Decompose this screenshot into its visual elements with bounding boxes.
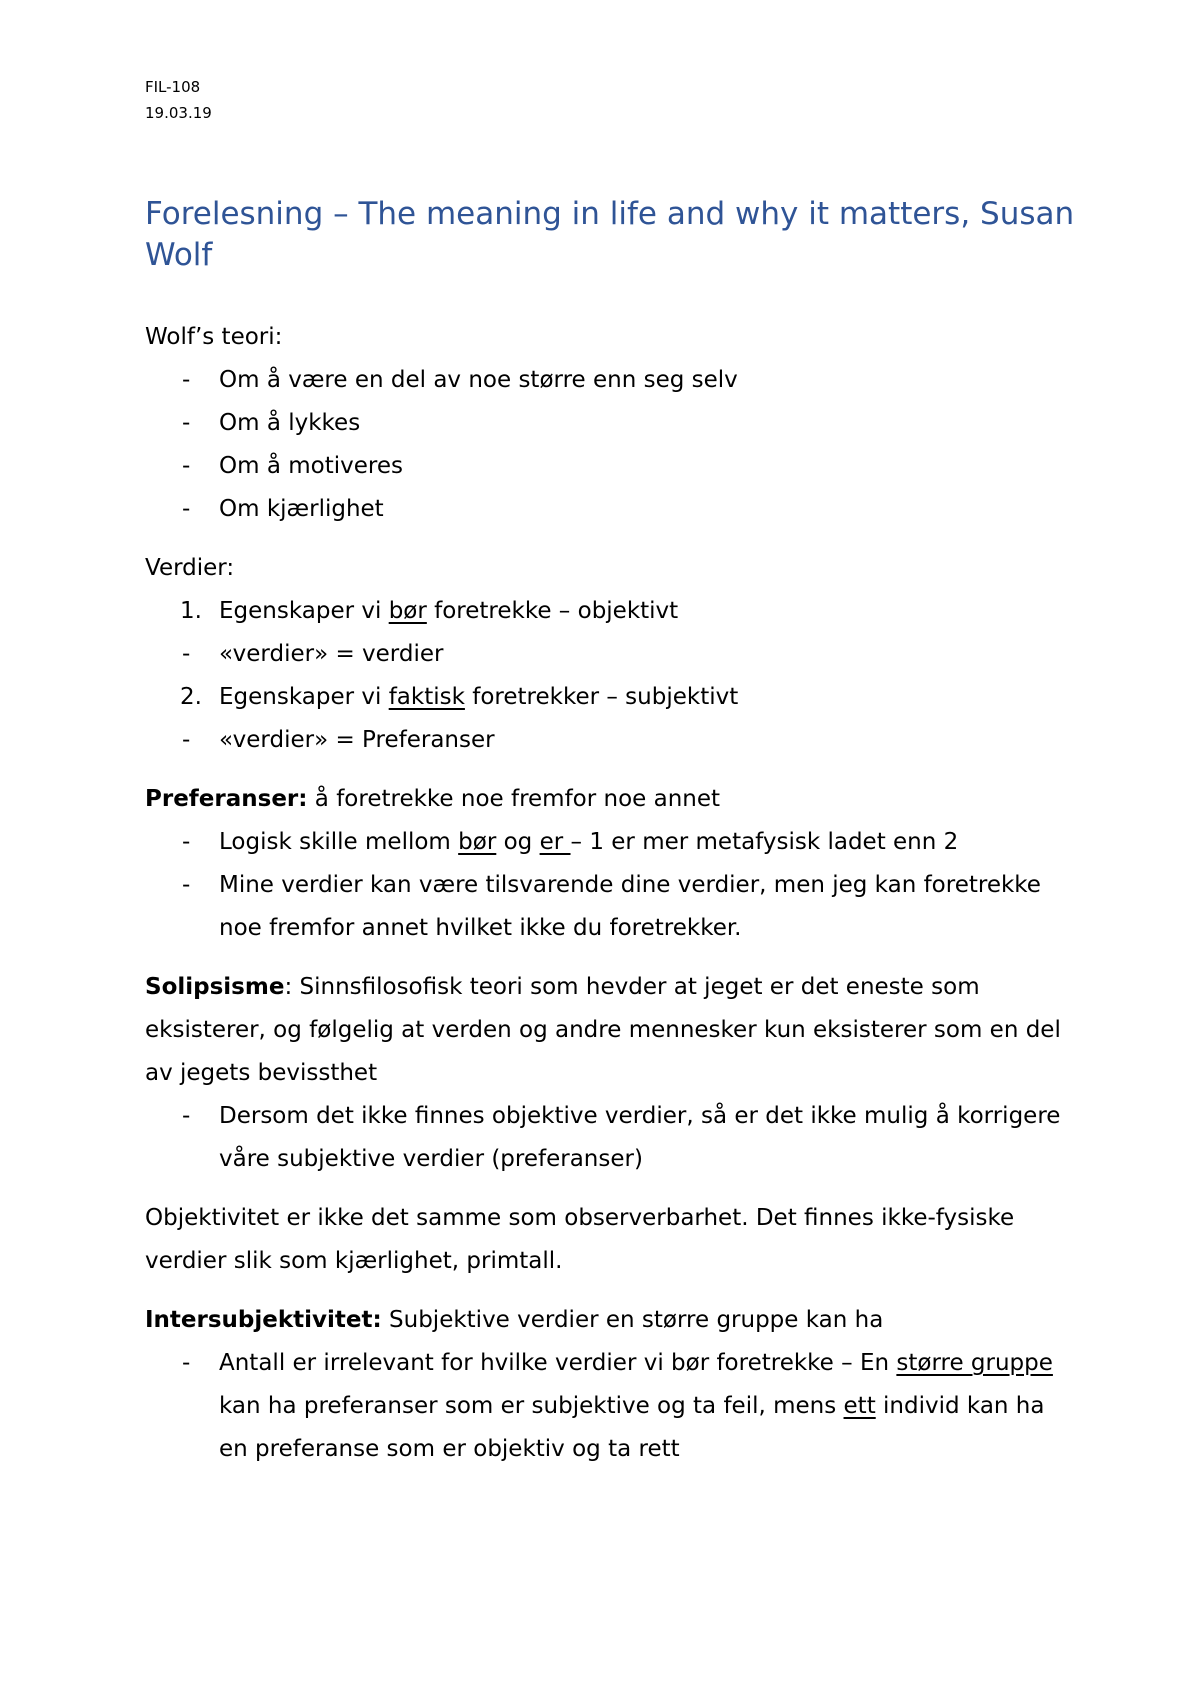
list-item: - Om å lykkes xyxy=(145,402,1075,445)
list-item: - Om å være en del av noe større enn seg selv xyxy=(145,359,1075,402)
term-intersubjektivitet: Intersubjektivitet: xyxy=(145,1307,382,1333)
list-item: - Mine verdier kan være tilsvarende dine verdier, men jeg kan foretrekke noe fremfor annet hvilket ikke du foretrekker. xyxy=(145,864,1075,950)
underlined-term: bør xyxy=(458,829,497,855)
number-marker: 1. xyxy=(180,598,202,624)
course-code: FIL-108 xyxy=(145,78,201,96)
preferanser-list xyxy=(145,821,1075,950)
verdier-list xyxy=(145,590,1075,762)
list-item: - Logisk skille mellom bør og er – 1 er mer metafysisk ladet enn 2 xyxy=(145,821,1075,864)
underlined-term: bør xyxy=(388,598,427,624)
document-page xyxy=(145,74,1075,1471)
list-item: - «verdier» = verdier xyxy=(145,633,1075,676)
intersubjektivitet-definition: Intersubjektivitet: Subjektive verdier en større gruppe kan ha xyxy=(145,1307,884,1333)
dash-marker: - xyxy=(182,410,191,436)
underlined-term: er xyxy=(539,829,571,855)
list-item: - Om kjærlighet xyxy=(145,488,1075,531)
lecture-date: 19.03.19 xyxy=(145,104,212,122)
dash-marker: - xyxy=(182,641,191,667)
intersubjektivitet-list xyxy=(145,1342,1075,1471)
document-header xyxy=(145,74,1075,126)
preferanser-definition: Preferanser: å foretrekke noe fremfor noe annet xyxy=(145,786,721,812)
list-item: - Antall er irrelevant for hvilke verdier vi bør foretrekke – En større gruppe kan ha preferanser som er subjektive og ta feil, mens ett individ kan ha en preferanse som er objektiv og ta rett xyxy=(145,1342,1075,1471)
objektivitet-paragraph: Objektivitet er ikke det samme som observerbarhet. Det finnes ikke-fysiske verdier slik som kjærlighet, primtall. xyxy=(145,1205,1015,1274)
dash-marker: - xyxy=(182,367,191,393)
list-item: - Dersom det ikke finnes objektive verdier, så er det ikke mulig å korrigere våre subjektive verdier (preferanser) xyxy=(145,1095,1075,1181)
verdier-heading: Verdier: xyxy=(145,555,235,581)
dash-marker: - xyxy=(182,1103,191,1129)
underlined-term: ett xyxy=(843,1393,876,1419)
wolfs-teori-heading: Wolf’s teori: xyxy=(145,324,283,350)
dash-marker: - xyxy=(182,727,191,753)
document-body xyxy=(145,316,1075,1471)
numbered-item: 2. Egenskaper vi faktisk foretrekker – subjektivt xyxy=(145,676,1075,719)
term-preferanser: Preferanser: xyxy=(145,786,308,812)
solipsisme-definition: Solipsisme: Sinnsfilosofisk teori som hevder at jeget er det eneste som eksisterer, og følgelig at verden og andre mennesker kun eksisterer som en del av jegets bevissthet xyxy=(145,974,1061,1086)
wolfs-teori-list xyxy=(145,359,1075,531)
dash-marker: - xyxy=(182,829,191,855)
dash-marker: - xyxy=(182,872,191,898)
dash-marker: - xyxy=(182,453,191,479)
term-solipsisme: Solipsisme xyxy=(145,974,285,1000)
underlined-term: større gruppe xyxy=(896,1350,1053,1376)
list-item: - «verdier» = Preferanser xyxy=(145,719,1075,762)
numbered-item: 1. Egenskaper vi bør foretrekke – objektivt xyxy=(145,590,1075,633)
number-marker: 2. xyxy=(180,684,202,710)
dash-marker: - xyxy=(182,496,191,522)
underlined-term: faktisk xyxy=(388,684,465,710)
list-item: - Om å motiveres xyxy=(145,445,1075,488)
solipsisme-list xyxy=(145,1095,1075,1181)
page-title: Forelesning – The meaning in life and why it matters, Susan Wolf xyxy=(145,196,1075,273)
dash-marker: - xyxy=(182,1350,191,1376)
